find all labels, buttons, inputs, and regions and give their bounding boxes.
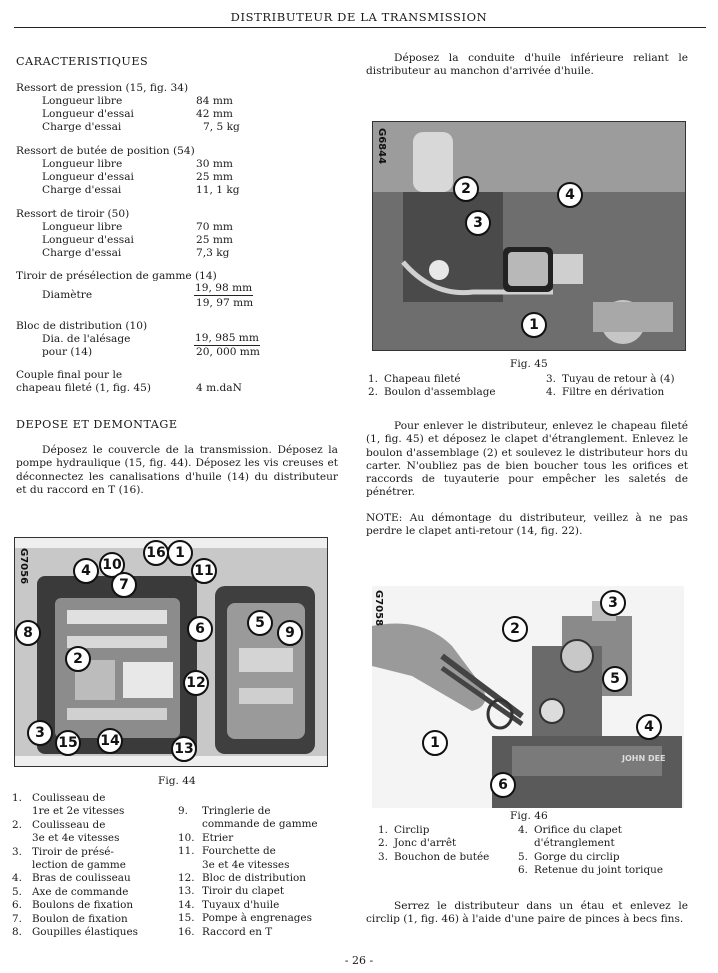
callout-16: 16 xyxy=(143,540,169,566)
fig45-photo xyxy=(372,121,686,351)
spec-value: 25 mm xyxy=(196,171,233,183)
spec-group-title: Bloc de distribution (10) xyxy=(16,320,148,332)
spec-group-title: Ressort de pression (15, fig. 34) xyxy=(16,82,189,94)
page-number: - 26 - xyxy=(344,954,374,967)
callout-4: 4 xyxy=(73,558,99,584)
callout-9: 9 xyxy=(277,620,303,646)
legend-item: 3. Tiroir de présé- xyxy=(12,845,114,858)
spec-label: Charge d'essai xyxy=(42,121,122,133)
legend-item: 1. Circlip xyxy=(378,824,430,836)
legend-item-cont: d'étranglement xyxy=(534,837,615,850)
spec-label: Longueur libre xyxy=(42,95,123,107)
callout-11: 11 xyxy=(191,558,217,584)
legend-item: 16. Raccord en T xyxy=(178,925,273,938)
spec-value: 7,3 kg xyxy=(196,247,230,259)
legend-item: 7. Boulon de fixation xyxy=(12,912,128,925)
spec-value-max: 19, 98 mm xyxy=(194,282,253,296)
figure-label: Fig. 46 xyxy=(510,810,548,822)
fig44-legend-right xyxy=(178,805,318,939)
legend-item: 8. Goupilles élastiques xyxy=(12,926,138,939)
callout-3: 3 xyxy=(465,210,491,236)
fig44-photo xyxy=(14,537,328,767)
legend-item: 1. Coulisseau de xyxy=(12,792,106,804)
spec-label: Longueur d'essai xyxy=(42,234,134,246)
fig45-legend-item: 1. Chapeau fileté xyxy=(368,373,461,385)
specs-heading: CARACTERISTIQUES xyxy=(16,55,149,68)
figure-code: G6844 xyxy=(376,128,387,165)
spec-value-min: 20, 000 mm xyxy=(196,346,260,358)
spec-tolerance xyxy=(194,282,253,296)
callout-7: 7 xyxy=(111,572,137,598)
legend-item: 2. Coulisseau de xyxy=(12,818,106,831)
callout-2: 2 xyxy=(65,646,91,672)
spec-value-min: 19, 97 mm xyxy=(196,297,254,309)
removal-paragraph: Pour enlever le distributeur, enlevez le chapeau fileté (1, fig. 45) et déposez le clapet d'étranglement. Enlevez le boulon d'assemblage (2) et soulevez le distributeur hors du carter. N'oubliez pas de bien boucher tous les orifices et raccords de tuyauterie pour empêcher les saletés de pénétrer. xyxy=(366,420,688,499)
fig45-legend-item: 2. Boulon d'assemblage xyxy=(368,386,496,398)
legend-item: 12. Bloc de distribution xyxy=(178,872,307,885)
spec-label: Charge d'essai xyxy=(42,184,122,196)
fig45-legend-item: 3. Tuyau de retour à (4) xyxy=(546,373,675,385)
spec-label: chapeau fileté (1, fig. 45) xyxy=(16,382,152,394)
spec-value-max: 19, 985 mm xyxy=(194,332,260,346)
spec-label: Longueur libre xyxy=(42,221,123,233)
fig46-photo xyxy=(372,586,684,808)
callout-4: 4 xyxy=(636,714,662,740)
fig46-legend-right xyxy=(518,824,663,878)
legend-item: 10. Etrier xyxy=(178,831,234,844)
fig46-illustration xyxy=(372,586,684,808)
legend-item: 6. Boulons de fixation xyxy=(12,899,134,912)
callout-2: 2 xyxy=(453,176,479,202)
legend-item: 4. Bras de coulisseau xyxy=(12,872,131,885)
spec-value: 4 m.daN xyxy=(196,382,242,394)
legend-item: 15. Pompe à engrenages xyxy=(178,912,312,925)
callout-10: 10 xyxy=(99,552,125,578)
legend-item: 2. Jonc d'arrêt xyxy=(378,837,457,850)
spec-label: Charge d'essai xyxy=(42,247,122,259)
fig46-legend-left xyxy=(378,824,489,864)
note-paragraph: NOTE: Au démontage du distributeur, veillez à ne pas perdre le clapet anti-retour (14, fig. 22). xyxy=(366,512,688,538)
spec-value: 7, 5 kg xyxy=(203,121,240,133)
spec-label: Longueur libre xyxy=(42,158,123,170)
spec-value: 84 mm xyxy=(196,95,233,107)
callout-1: 1 xyxy=(167,540,193,566)
figure-label: Fig. 45 xyxy=(510,358,548,370)
spec-group-title: Tiroir de présélection de gamme (14) xyxy=(16,270,217,282)
callout-2: 2 xyxy=(502,616,528,642)
intro-paragraph: Déposez la conduite d'huile inférieure reliant le distributeur au manchon d'arrivée d'huile. xyxy=(366,52,688,78)
callout-1: 1 xyxy=(422,730,448,756)
callout-6: 6 xyxy=(187,616,213,642)
legend-item-cont: 3e et 4e vitesses xyxy=(32,832,120,845)
vise-brand-text: JOHN DEE xyxy=(622,754,666,763)
legend-item-cont: lection de gamme xyxy=(32,859,126,872)
spec-label: Diamètre xyxy=(42,289,93,301)
spec-label: pour (14) xyxy=(42,346,93,358)
legend-item: 3. Bouchon de butée xyxy=(378,850,490,863)
spec-tolerance xyxy=(194,332,260,346)
depose-paragraph: Déposez le couvercle de la transmission. Déposez la pompe hydraulique (15, fig. 44). Déposez les vis creuses et déconnectez les canalisations d'huile (14) du distributeur et du raccord en T (16). xyxy=(16,444,338,496)
legend-item: 9. Tringlerie de xyxy=(178,805,271,817)
fig44-legend-left xyxy=(12,792,138,939)
callout-13: 13 xyxy=(171,736,197,762)
callout-5: 5 xyxy=(247,610,273,636)
callout-6: 6 xyxy=(490,772,516,798)
callout-4: 4 xyxy=(557,182,583,208)
legend-item: 13. Tiroir du clapet xyxy=(178,885,285,898)
legend-item: 11. Fourchette de xyxy=(178,845,276,858)
page-header: DISTRIBUTEUR DE LA TRANSMISSION xyxy=(230,10,488,24)
spec-label: Longueur d'essai xyxy=(42,171,134,183)
legend-item: 5. Gorge du circlip xyxy=(518,850,620,863)
spec-group-title: Ressort de tiroir (50) xyxy=(16,208,130,220)
final-paragraph: Serrez le distributeur dans un étau et enlevez le circlip (1, fig. 46) à l'aide d'une paire de pinces à becs fins. xyxy=(366,900,688,926)
callout-5: 5 xyxy=(602,666,628,692)
figure-code: G7058 xyxy=(373,590,384,627)
callout-3: 3 xyxy=(600,590,626,616)
spec-value: 42 mm xyxy=(196,108,233,120)
callout-14: 14 xyxy=(97,728,123,754)
legend-item: 5. Axe de commande xyxy=(12,885,129,898)
section-heading: DEPOSE ET DEMONTAGE xyxy=(16,418,178,431)
spec-label: Dia. de l'alésage xyxy=(42,333,131,345)
spec-value: 30 mm xyxy=(196,158,233,170)
spec-label: Longueur d'essai xyxy=(42,108,134,120)
callout-15: 15 xyxy=(55,730,81,756)
legend-item: 4. Orifice du clapet xyxy=(518,824,622,836)
legend-item-cont: 1re et 2e vitesses xyxy=(32,805,125,818)
spec-group-title: Ressort de butée de position (54) xyxy=(16,145,195,157)
spec-value: 25 mm xyxy=(196,234,233,246)
legend-item-cont: 3e et 4e vitesses xyxy=(202,858,290,871)
legend-item-cont: commande de gamme xyxy=(202,818,318,831)
legend-item: 14. Tuyaux d'huile xyxy=(178,898,280,911)
callout-8: 8 xyxy=(15,620,41,646)
callout-12: 12 xyxy=(183,670,209,696)
callout-3: 3 xyxy=(27,720,53,746)
spec-value: 70 mm xyxy=(196,221,233,233)
spec-value: 11, 1 kg xyxy=(196,184,240,196)
figure-code: G7056 xyxy=(18,548,29,585)
callout-1: 1 xyxy=(521,312,547,338)
spec-label: Couple final pour le xyxy=(16,369,123,381)
fig45-legend-item: 4. Filtre en dérivation xyxy=(546,386,665,398)
header-rule xyxy=(14,27,706,28)
legend-item: 6. Retenue du joint torique xyxy=(518,864,663,877)
figure-label: Fig. 44 xyxy=(158,775,196,787)
